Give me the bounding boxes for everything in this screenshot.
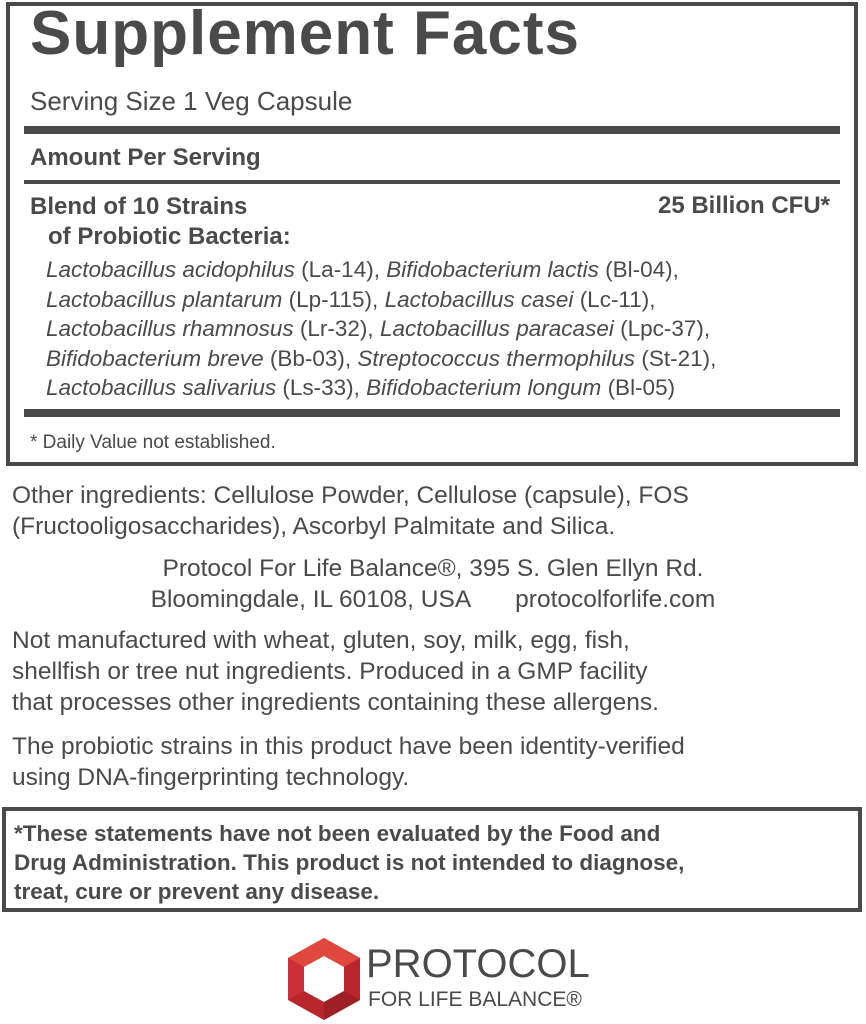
logo-tagline: FOR LIFE BALANCE® <box>368 988 582 1011</box>
amount-per-serving-heading: Amount Per Serving <box>30 144 261 171</box>
fda-disclaimer <box>14 819 684 906</box>
divider-thick <box>24 126 840 134</box>
blend-name <box>30 192 291 252</box>
hexagon-logo-icon <box>286 936 362 1022</box>
strain-row <box>46 255 716 285</box>
strain-code: (St-21), <box>641 345 717 371</box>
supplement-facts-title: Supplement Facts <box>30 0 580 68</box>
address-line-2 <box>0 584 866 615</box>
address-city: Bloomingdale, IL 60108, USA <box>150 586 472 613</box>
blend-amount: 25 Billion CFU* <box>657 192 830 219</box>
strain-row <box>46 314 716 344</box>
strain-code: (Ls-33), <box>282 375 360 400</box>
verification-line: using DNA-fingerprinting technology. <box>12 764 410 791</box>
verification-statement <box>12 731 685 793</box>
strain-name: Bifidobacterium longum <box>366 375 602 400</box>
disclaimer-line: treat, cure or prevent any disease. <box>14 879 380 904</box>
strain-code: (La-14), <box>301 257 380 282</box>
allergen-statement <box>12 625 659 718</box>
website-link[interactable]: protocolforlife.com <box>515 586 716 613</box>
strain-name: Lactobacillus rhamnosus <box>46 316 294 341</box>
strain-list <box>46 255 716 403</box>
serving-size: Serving Size 1 Veg Capsule <box>30 86 353 116</box>
blend-name-line2: of Probiotic Bacteria: <box>48 223 291 250</box>
strain-code: (Bl-04), <box>605 257 679 282</box>
company-address <box>0 553 866 615</box>
divider-thick <box>24 409 840 417</box>
strain-name: Lactobacillus casei <box>384 286 574 312</box>
strain-row <box>46 285 716 315</box>
strain-name: Bifidobacterium breve <box>46 345 264 371</box>
strain-code: (Lc-11), <box>579 286 656 312</box>
strain-code: (Lpc-37), <box>620 316 711 341</box>
strain-code: (Lr-32), <box>299 316 374 341</box>
strain-name: Lactobacillus salivarius <box>46 375 277 400</box>
strain-row <box>46 373 716 403</box>
strain-name: Bifidobacterium lactis <box>386 257 599 282</box>
address-line: Protocol For Life Balance®, 395 S. Glen Ellyn Rd. <box>162 555 704 582</box>
strain-code: (Lp-115), <box>288 286 379 312</box>
disclaimer-line: Drug Administration. This product is not intended to diagnose, <box>14 850 685 875</box>
allergen-line: shellfish or tree nut ingredients. Produced in a GMP facility <box>12 658 648 685</box>
strain-name: Lactobacillus plantarum <box>46 286 283 312</box>
strain-row <box>46 344 716 374</box>
verification-line: The probiotic strains in this product have been identity-verified <box>12 733 685 760</box>
logo-wordmark: PROTOCOL <box>366 942 590 986</box>
disclaimer-line: *These statements have not been evaluated by the Food and <box>14 821 661 846</box>
strain-code: (Bl-05) <box>607 375 676 400</box>
allergen-line: Not manufactured with wheat, gluten, soy, milk, egg, fish, <box>12 627 630 654</box>
strain-name: Lactobacillus acidophilus <box>46 257 295 282</box>
strain-name: Streptococcus thermophilus <box>357 345 636 371</box>
daily-value-note: * Daily Value not established. <box>30 432 276 453</box>
other-ingredients-line: (Fructooligosaccharides), Ascorbyl Palmitate and Silica. <box>12 513 616 540</box>
other-ingredients <box>12 480 689 542</box>
blend-name-line1: Blend of 10 Strains <box>30 193 248 220</box>
protocol-logo <box>286 936 596 1022</box>
other-ingredients-line: Other ingredients: Cellulose Powder, Cellulose (capsule), FOS <box>12 482 689 509</box>
strain-name: Lactobacillus paracasei <box>379 316 614 341</box>
fda-disclaimer-box <box>2 807 862 912</box>
supplement-facts-panel <box>6 2 858 466</box>
divider-thin <box>24 180 840 184</box>
strain-code: (Bb-03), <box>269 345 352 371</box>
allergen-line: that processes other ingredients containing these allergens. <box>12 689 659 716</box>
